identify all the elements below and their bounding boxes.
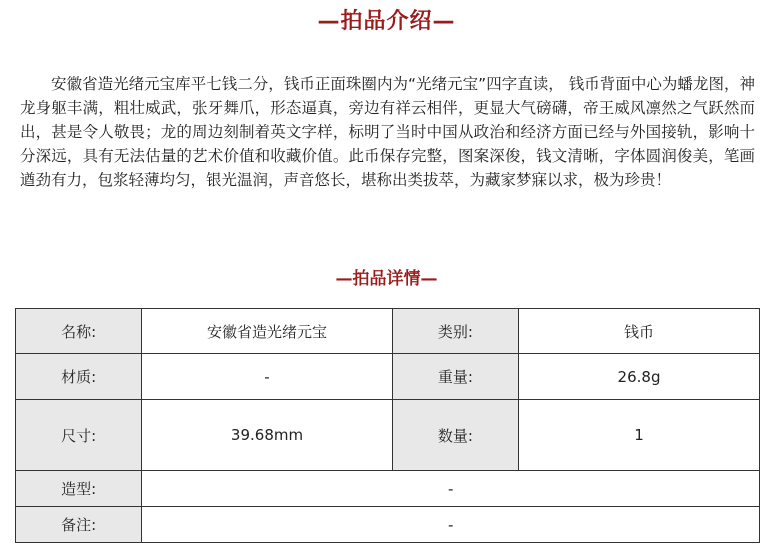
table-row: [16, 471, 760, 507]
weight-value: 26.8g: [519, 354, 760, 400]
intro-paragraph: 安徽省造光绪元宝库平七钱二分，钱币正面珠圈内为“光绪元宝”四字直读， 钱币背面中心为蟠龙图，神龙身躯丰满，粗壮威武，张牙舞爪，形态逼真，旁边有祥云相伴，更显大气磅礴，帝王威风凛然之气跃然而出，甚是令人敬畏；龙的周边刻制着英文字样，标明了当时中国从政治和经济方面已经与外国接轨，影响十分深远，具有无法估量的艺术价值和收藏价值。此币保存完整，图案深俊，钱文清晰，字体圆润俊美，笔画遒劲有力，包浆轻薄均匀，银光温润，声音悠长，堪称出类拔萃，为藏家梦寐以求，极为珍贵！: [20, 75, 755, 189]
name-label: 名称:: [16, 309, 142, 354]
table-row: [16, 507, 760, 543]
shape-value: -: [142, 471, 760, 507]
note-value: -: [142, 507, 760, 543]
section-title-intro: —拍品介绍—: [317, 9, 456, 34]
table-row: [16, 400, 760, 471]
table-row: [16, 354, 760, 400]
quantity-label: 数量:: [392, 400, 518, 471]
size-value: 39.68mm: [142, 400, 392, 471]
weight-label: 重量:: [392, 354, 518, 400]
shape-label: 造型:: [16, 471, 142, 507]
details-table: [15, 308, 760, 543]
quantity-value: 1: [519, 400, 760, 471]
table-row: [16, 309, 760, 354]
section-title-details: —拍品详情—: [335, 269, 438, 289]
size-label: 尺寸:: [16, 400, 142, 471]
category-label: 类别:: [392, 309, 518, 354]
material-label: 材质:: [16, 354, 142, 400]
name-value: 安徽省造光绪元宝: [142, 309, 392, 354]
category-value: 钱币: [519, 309, 760, 354]
note-label: 备注:: [16, 507, 142, 543]
material-value: -: [142, 354, 392, 400]
